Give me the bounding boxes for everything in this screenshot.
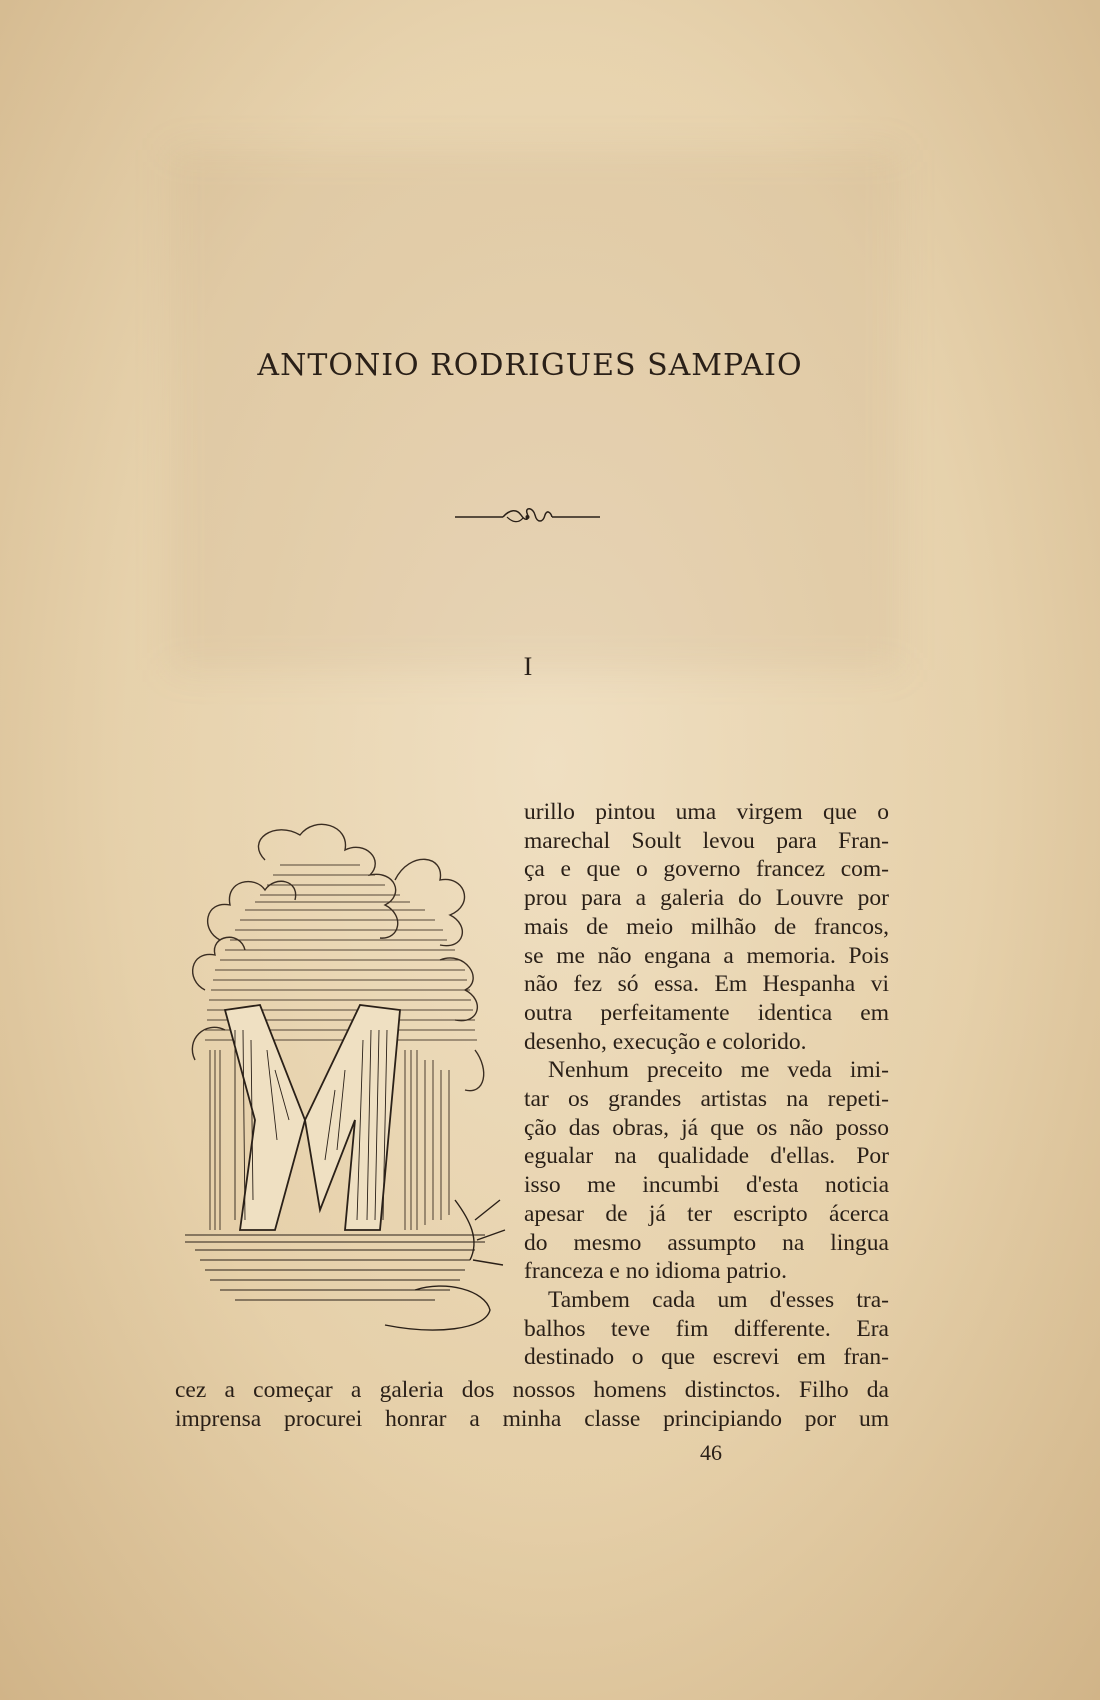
text-line: imprensa procurei honrar a minha classe principiando por um <box>175 1405 889 1432</box>
text-line: desenho, execução e colorido. <box>524 1028 807 1055</box>
text-line: destinado o que escrevi em fran- <box>524 1344 889 1371</box>
text-line: apesar de já ter escripto ácerca <box>524 1200 889 1227</box>
text-line: Nenhum preceito me veda imi- <box>548 1057 889 1084</box>
article-title: ANTONIO RODRIGUES SAMPAIO <box>257 348 803 383</box>
text-line: ça e que o governo francez com- <box>524 856 889 883</box>
text-line: balhos teve fim differente. Era <box>524 1315 889 1342</box>
ornamental-divider-icon <box>455 505 600 529</box>
text-line: franceza e no idioma patrio. <box>524 1258 787 1285</box>
illustrated-letter-m-waterfall-icon <box>185 820 515 1340</box>
text-line: ção das obras, já que os não posso <box>524 1114 889 1141</box>
text-line: tar os grandes artistas na repeti- <box>524 1086 889 1113</box>
text-line: mais de meio milhão de francos, <box>524 913 889 940</box>
section-numeral: I <box>523 652 533 681</box>
text-line: cez a começar a galeria dos nossos homens distinctos. Filho da <box>175 1377 889 1403</box>
page-number: 46 <box>700 1440 722 1465</box>
text-line: não fez só essa. Em Hespanha vi <box>524 971 889 998</box>
paragraph-column <box>524 798 889 1372</box>
text-line: se me não engana a memoria. Pois <box>524 942 889 969</box>
paragraph-full-width <box>175 1376 889 1433</box>
text-line: outra perfeitamente identica em <box>524 999 889 1026</box>
text-line: isso me incumbi d'esta noticia <box>524 1172 889 1199</box>
show-through-texture <box>170 150 900 670</box>
text-line: Tambem cada um d'esses tra- <box>548 1286 889 1313</box>
text-line: prou para a galeria do Louvre por <box>524 885 889 912</box>
text-line: urillo pintou uma virgem que o <box>524 799 889 825</box>
text-line: egualar na qualidade d'ellas. Por <box>524 1143 889 1170</box>
text-line: marechal Soult levou para Fran- <box>524 827 889 854</box>
text-line: do mesmo assumpto na lingua <box>524 1229 889 1256</box>
